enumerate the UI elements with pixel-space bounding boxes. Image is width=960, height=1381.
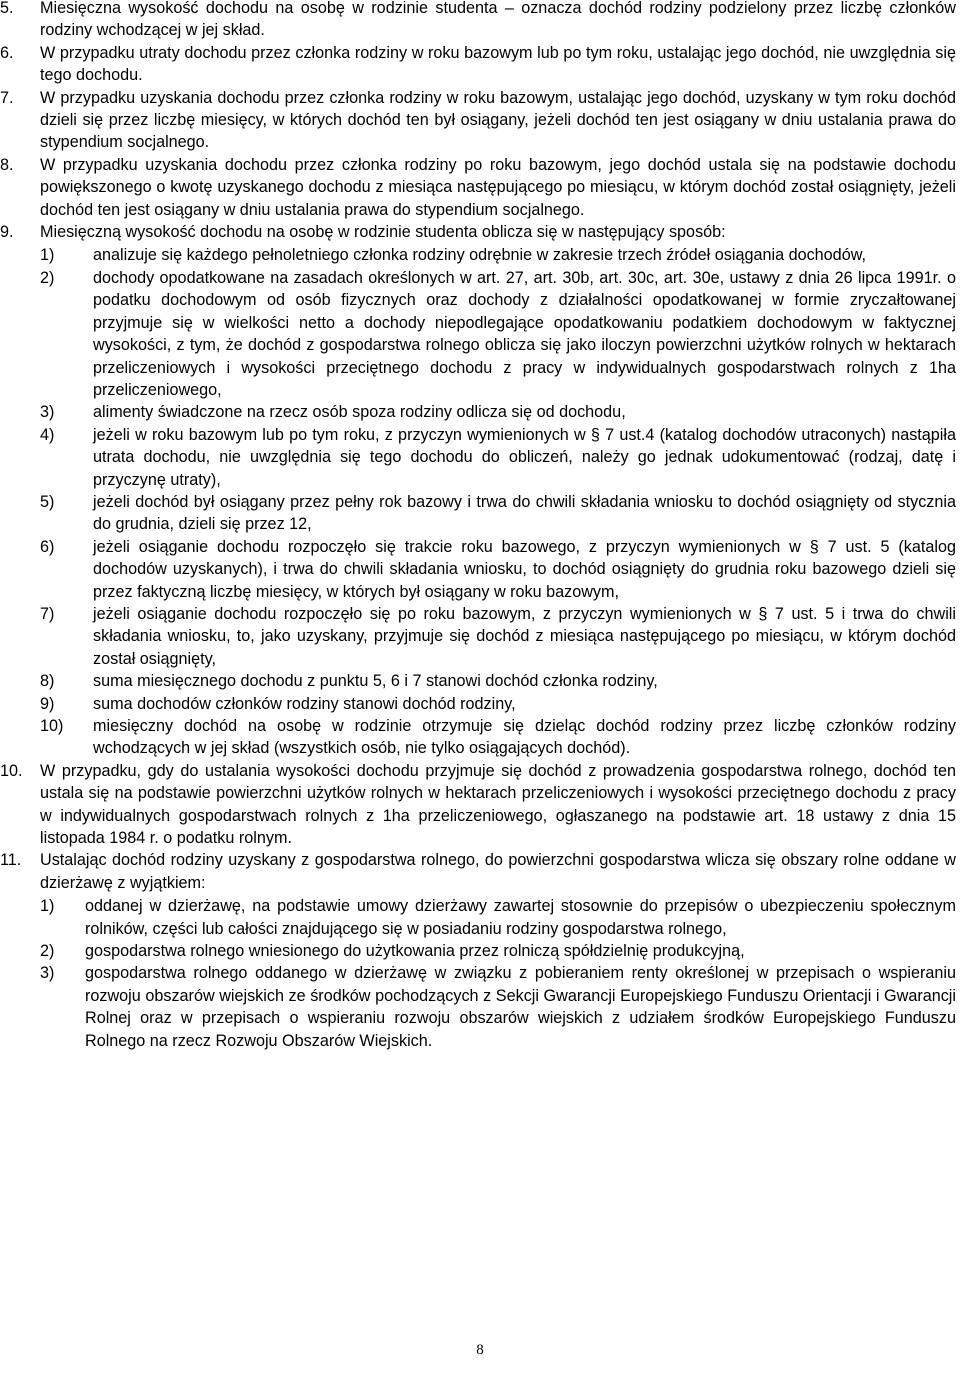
paragraph-text: W przypadku uzyskania dochodu przez członka rodziny po roku bazowym, jego dochód ustala się na podstawie dochodu powiększonego o kwotę uzyskanego dochodu z miesiąca następującego po miesiącu, w którym dochód został osiągnięty, jeżeli dochód ten jest osiągany w dniu ustalania prawa do stypendium socjalnego.	[40, 155, 956, 219]
paragraph-5	[0, 0, 960, 42]
list-item-number: 5)	[40, 492, 55, 511]
paragraph-number: 10.	[0, 761, 23, 780]
list-item	[40, 491, 956, 536]
paragraph-number: 11.	[0, 851, 22, 870]
list-item-text: dochody opodatkowane na zasadach określonych w art. 27, art. 30b, art. 30c, art. 30e, ustawy z dnia 26 lipca 1991r. o podatku dochodowym od osób fizycznych oraz dochody z działalności opodatkowanej w formie zryczałtowanej przyjmuje się w wielkości netto a dochody niepodlegające opodatkowaniu podatkiem dochodowym w faktycznej wysokości, z tym, że dochód z gospodarstwa rolnego oblicza się jako iloczyn powierzchni użytków rolnych w hektarach przeliczeniowych i wysokości przeciętnego dochodu z pracy w indywidualnych gospodarstwach rolnych z 1ha przeliczeniowego,	[93, 268, 956, 399]
list-item	[40, 715, 956, 760]
paragraph-11-list	[40, 895, 956, 1052]
list-item-text: suma dochodów członków rodziny stanowi dochód rodziny,	[93, 694, 516, 713]
paragraph-10	[0, 760, 960, 850]
list-item-text: miesięczny dochód na osobę w rodzinie otrzymuje się dzieląc dochód rodziny przez liczbę członków rodziny wchodzących w jej skład (wszystkich osób, nie tylko osiągających dochód).	[93, 717, 956, 758]
list-item-text: oddanej w dzierżawę, na podstawie umowy dzierżawy zawartej stosownie do przepisów o ubezpieczeniu społecznym rolników, części lub całości znajdującego się w posiadaniu rodziny gospodarstwa rolnego,	[85, 897, 956, 938]
list-item-number: 3)	[40, 403, 55, 422]
list-item	[40, 603, 956, 670]
paragraph-text: Miesięczną wysokość dochodu na osobę w rodzinie studenta oblicza się w następujący sposób:	[40, 223, 726, 242]
list-item	[40, 244, 956, 266]
paragraph-number: 6.	[0, 43, 14, 62]
paragraph-number: 7.	[0, 88, 14, 107]
paragraph-number: 9.	[0, 223, 14, 242]
list-item-text: gospodarstwa rolnego wniesionego do użytkowania przez rolniczą spółdzielnię produkcyjną,	[85, 942, 745, 961]
list-item-number: 6)	[40, 537, 55, 556]
paragraph-text: W przypadku uzyskania dochodu przez członka rodziny w roku bazowym, ustalając jego dochód, uzyskany w tym roku dochód dzieli się przez liczbę miesięcy, w których dochód ten był osiągany, jeżeli dochód ten jest osiągany w dniu ustalania prawa do stypendium socjalnego.	[40, 88, 956, 152]
list-item-text: jeżeli osiąganie dochodu rozpoczęło się po roku bazowym, z przyczyn wymienionych w § 7 ust. 5 i trwa do chwili składania wniosku, to, jako uzyskany, przyjmuje się dochód z miesiąca następującego po miesiącu, w którym dochód został osiągnięty,	[93, 604, 956, 668]
list-item-text: gospodarstwa rolnego oddanego w dzierżawę w związku z pobieraniem renty określonej w przepisach o wspieraniu rozwoju obszarów wiejskich ze środków pochodzących z Sekcji Gwarancji Europejskiego Funduszu Orientacji i Gwarancji Rolnej oraz w przepisach o wspieraniu rozwoju obszarów wiejskich z udziałem środków Europejskiego Funduszu Rolnego na rzecz Rozwoju Obszarów Wiejskich.	[85, 964, 956, 1050]
paragraph-6	[0, 42, 960, 87]
paragraph-text: Miesięczna wysokość dochodu na osobę w rodzinie studenta – oznacza dochód rodziny podzielony przez liczbę członków rodziny wchodzącej w jej skład.	[40, 0, 956, 40]
list-item	[40, 693, 956, 715]
list-item-number: 9)	[40, 694, 55, 713]
list-item-text: jeżeli osiąganie dochodu rozpoczęło się trakcie roku bazowego, z przyczyn wymienionych w § 7 ust. 5 (katalog dochodów uzyskanych), i trwa do chwili składania wniosku, to dochód osiągnięty do grudnia roku bazowego dzieli się przez faktyczną liczbę miesięcy, w których był osiągany w roku bazowym,	[93, 537, 956, 601]
paragraph-9-list	[40, 244, 956, 759]
list-item	[40, 670, 956, 692]
list-item	[40, 401, 956, 423]
list-item-number: 2)	[40, 942, 55, 961]
paragraph-8	[0, 154, 960, 221]
page-number: 8	[476, 1342, 484, 1358]
list-item	[40, 940, 956, 962]
list-item-number: 10)	[40, 717, 64, 735]
list-item-text: jeżeli w roku bazowym lub po tym roku, z przyczyn wymienionych w § 7 ust.4 (katalog dochodów utraconych) nastąpiła utrata dochodu, nie uwzględnia się tego dochodu do obliczeń, należy go jednak udokumentować (rodzaj, datę i przyczynę utraty),	[93, 425, 956, 489]
paragraph-9	[0, 221, 960, 760]
list-item-number: 8)	[40, 672, 55, 691]
list-item-text: alimenty świadczone na rzecz osób spoza rodziny odlicza się od dochodu,	[93, 403, 626, 422]
paragraph-text: W przypadku utraty dochodu przez członka rodziny w roku bazowym lub po tym roku, ustalając jego dochód, nie uwzględnia się tego dochodu.	[40, 43, 956, 85]
paragraph-number: 5.	[0, 0, 14, 17]
list-item-text: analizuje się każdego pełnoletniego członka rodziny odrębnie w zakresie trzech źródeł osiągania dochodów,	[93, 246, 866, 265]
list-item-number: 4)	[40, 425, 55, 444]
list-item	[40, 267, 956, 401]
paragraph-text: Ustalając dochód rodziny uzyskany z gospodarstwa rolnego, do powierzchni gospodarstwa wlicza się obszary rolne oddane w dzierżawę z wyjątkiem:	[40, 851, 956, 892]
list-item-number: 3)	[40, 964, 55, 983]
list-item-number: 1)	[40, 246, 55, 265]
list-item-number: 7)	[40, 604, 55, 623]
paragraph-7	[0, 87, 960, 154]
list-item-number: 2)	[40, 268, 55, 287]
list-item	[40, 424, 956, 491]
list-item	[40, 962, 956, 1052]
paragraph-text: W przypadku, gdy do ustalania wysokości dochodu przyjmuje się dochód z prowadzenia gospodarstwa rolnego, dochód ten ustala się na podstawie powierzchni użytków rolnych w hektarach przeliczeniowych i wysokości przeciętnego dochodu z pracy w indywidualnych gospodarstwach rolnych z 1ha przeliczeniowego, ogłaszanego na podstawie art. 18 ustawy z dnia 15 listopada 1984 r. o podatku rolnym.	[40, 761, 956, 848]
list-item	[40, 895, 956, 940]
list-item	[40, 536, 956, 603]
list-item-number: 1)	[40, 897, 55, 916]
list-item-text: jeżeli dochód był osiągany przez pełny rok bazowy i trwa do chwili składania wniosku to dochód osiągnięty od stycznia do grudnia, dzieli się przez 12,	[93, 492, 956, 534]
paragraph-11	[0, 849, 960, 1052]
paragraph-number: 8.	[0, 155, 14, 174]
list-item-text: suma miesięcznego dochodu z punktu 5, 6 i 7 stanowi dochód członka rodziny,	[93, 672, 658, 691]
